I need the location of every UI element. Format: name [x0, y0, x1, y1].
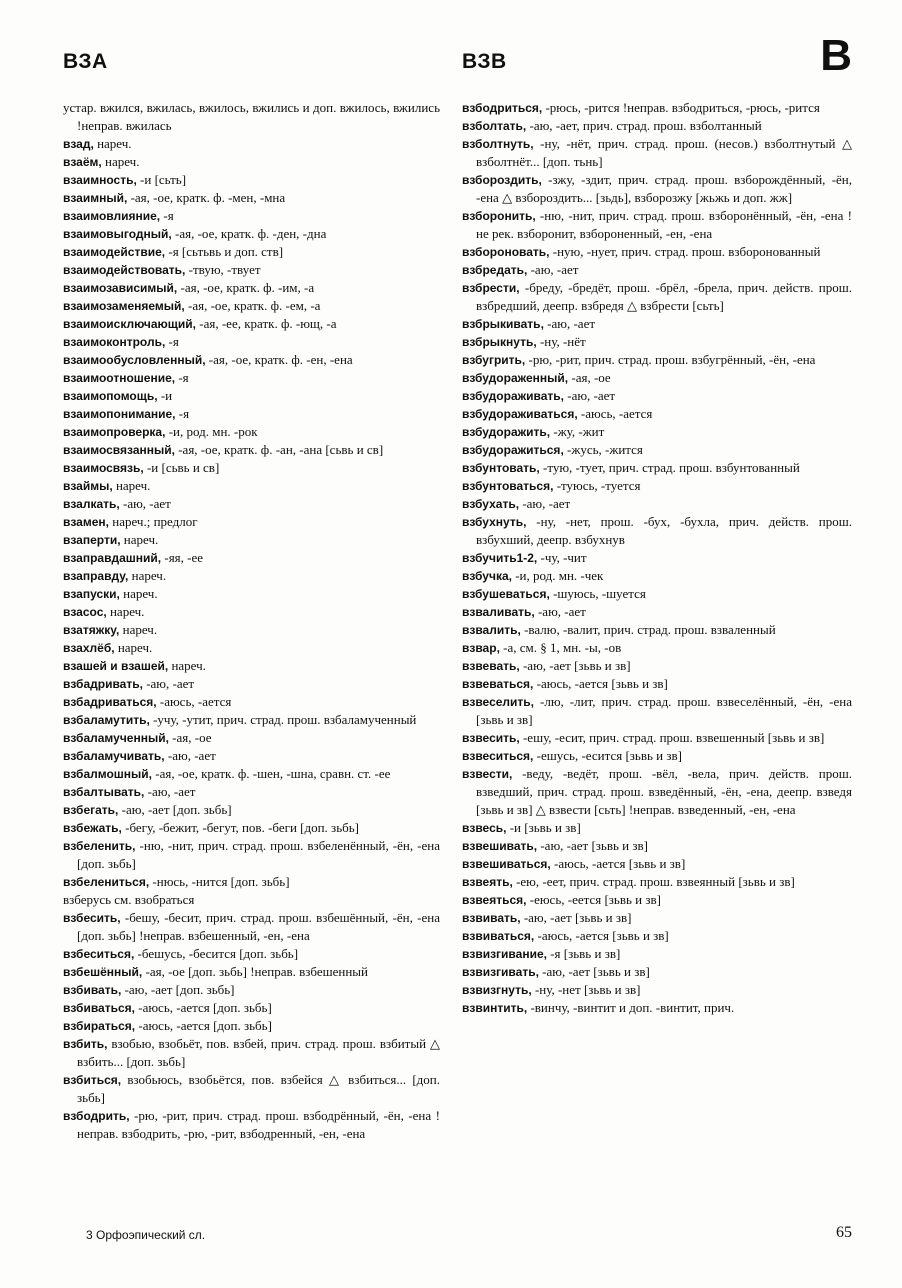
entry-body: -жу, -жит — [550, 424, 605, 439]
entry-body: -аю, -ает — [519, 496, 571, 511]
dictionary-entry — [462, 369, 852, 387]
entry-headword: взбодриться, — [462, 101, 543, 115]
running-head-left: ВЗА — [63, 50, 108, 73]
entry-body: -ню, -нит, прич. страд. прош. взбеленённый, -ён, -ена [доп. зьбь] — [77, 838, 444, 871]
entry-body: -шуюсь, -шуется — [549, 586, 646, 601]
dictionary-entry — [462, 945, 852, 963]
entry-headword: взахлёб, — [63, 641, 115, 655]
dictionary-entry — [462, 261, 852, 279]
dictionary-entry — [63, 549, 440, 567]
entry-body: -аю, -ает — [119, 496, 171, 511]
entry-body: -аю, -ает, прич. страд. прош. взболтанный — [526, 118, 762, 133]
dictionary-entry — [63, 747, 440, 765]
entry-headword: взбеситься, — [63, 947, 135, 961]
entry-body: взберусь см. взобраться — [63, 892, 195, 907]
entry-body: -аюсь, -ается — [156, 694, 232, 709]
entry-headword: взаимозависимый, — [63, 281, 178, 295]
dictionary-entry — [462, 495, 852, 513]
dictionary-entry — [63, 567, 440, 585]
entry-headword: взбить, — [63, 1037, 108, 1051]
entry-headword: взбаламученный, — [63, 731, 169, 745]
entry-body: -аюсь, -ается [зьвь и зв] — [550, 856, 686, 871]
entry-body: -и — [157, 388, 173, 403]
entry-body: -аю, -ает — [543, 316, 596, 331]
entry-body: нареч. — [101, 154, 140, 169]
entry-headword: взаперти, — [63, 533, 121, 547]
entry-headword: взвеселить, — [462, 695, 535, 709]
entry-body: -а, см. § 1, мн. -ы, -ов — [499, 640, 622, 655]
entry-headword: взаправдашний, — [63, 551, 162, 565]
dictionary-entry — [63, 981, 440, 999]
entry-body: -аю, -ает [зьвь и зв] — [520, 910, 632, 925]
dictionary-entry — [462, 279, 856, 315]
entry-body: нареч. — [112, 478, 151, 493]
entry-body: -ну, -нет, прош. -бух, -бухла, прич. действ. прош. взбухший, деепр. взбухнув — [476, 514, 856, 547]
entry-body: -ею, -еет, прич. страд. прош. взвеянный [зьвь и зв] — [512, 874, 795, 889]
entry-body: -ну, -нет [зьвь и зв] — [531, 982, 641, 997]
entry-body: -аю, -ает [доп. зьбь] — [121, 982, 235, 997]
entry-headword: взвеваться, — [462, 677, 534, 691]
entry-body: взобью, взобьёт, пов. взбей, прич. страд. прош. взбитый △ взбить... [доп. зьбь] — [77, 1036, 444, 1069]
dictionary-entry — [63, 963, 440, 981]
entry-body: -аюсь, -ается [доп. зьбь] — [135, 1018, 272, 1033]
entry-body: нареч. — [128, 568, 167, 583]
dictionary-entry — [63, 351, 440, 369]
entry-body: -веду, -ведёт, прош. -вёл, -вела, прич. действ. прош. взведший, прич. страд. прош. взведённый, -ён, -ена, деепр. взведя [зьвь и зв] △ взвести [сьть] !неправ. взведенный, -ен, -ена — [476, 766, 856, 817]
entry-headword: взаимодействовать, — [63, 263, 186, 277]
entry-headword: взбудоражить, — [462, 425, 551, 439]
dictionary-entry — [462, 207, 852, 243]
entry-headword: взбивать, — [63, 983, 122, 997]
dictionary-entry — [462, 171, 856, 207]
dictionary-entry — [63, 999, 440, 1017]
dictionary-entry — [462, 891, 852, 909]
entry-body: -зжу, -здит, прич. страд. прош. взборождённый, -ён, -ена △ взбороздить... [зьдь], взборозжу [жьжь и доп. жж] — [476, 172, 856, 205]
running-head-right: ВЗВ — [462, 50, 507, 73]
entry-headword: взбрыкивать, — [462, 317, 544, 331]
entry-body: -я [зьвь и зв] — [546, 946, 621, 961]
entry-headword: взбороздить, — [462, 173, 542, 187]
entry-body: -ну, -нёт, прич. страд. прош. (несов.) взболтнутый △ взболтнёт... [доп. тьнь] — [476, 136, 856, 169]
dictionary-entry — [63, 243, 440, 261]
entry-headword: взвизгивать, — [462, 965, 539, 979]
dictionary-entry — [462, 333, 852, 351]
entry-headword: взаимопонимание, — [63, 407, 176, 421]
entry-body: нареч. — [119, 622, 158, 637]
entry-headword: взвизгивание, — [462, 947, 547, 961]
entry-body: нареч. — [106, 604, 145, 619]
dictionary-entry — [63, 711, 440, 729]
dictionary-entry — [63, 873, 440, 891]
dictionary-entry — [462, 99, 852, 117]
entry-headword: взаимопроверка, — [63, 425, 166, 439]
entry-headword: взапуски, — [63, 587, 120, 601]
entry-headword: взбадривать, — [63, 677, 143, 691]
entry-headword: взбудоражиться, — [462, 443, 564, 457]
entry-body: -и, род. мн. -рок — [165, 424, 258, 439]
entry-headword: взбаламутить, — [63, 713, 150, 727]
entry-body: -бешусь, -бесится [доп. зьбь] — [134, 946, 299, 961]
dictionary-entry — [63, 1017, 440, 1035]
entry-body: -ну, -нёт — [536, 334, 586, 349]
entry-headword: взбешённый, — [63, 965, 143, 979]
entry-headword: взвевать, — [462, 659, 520, 673]
entry-body: -аю, -ает — [527, 262, 579, 277]
entry-headword: взасос, — [63, 605, 107, 619]
dictionary-entry — [63, 513, 440, 531]
entry-headword: взбудораженный, — [462, 371, 569, 385]
dictionary-entry — [462, 837, 852, 855]
dictionary-entry — [462, 963, 852, 981]
entry-body: -ая, -ое [доп. зьбь] !неправ. взбешенный — [142, 964, 368, 979]
dictionary-entry — [63, 693, 440, 711]
dictionary-entry — [63, 891, 440, 909]
entry-headword: взбунтовать, — [462, 461, 540, 475]
dictionary-entry — [63, 369, 440, 387]
entry-headword: взамен, — [63, 515, 109, 529]
dictionary-entry — [63, 99, 444, 135]
dictionary-entry — [462, 513, 856, 549]
entry-headword: взбухнуть, — [462, 515, 527, 529]
entry-body: -я — [160, 208, 174, 223]
dictionary-entry — [462, 585, 852, 603]
entry-headword: взбеленить, — [63, 839, 136, 853]
dictionary-entry — [462, 981, 852, 999]
dictionary-entry — [63, 909, 444, 945]
dictionary-entry — [63, 675, 440, 693]
entry-headword: взвешивать, — [462, 839, 538, 853]
dictionary-entry — [63, 441, 440, 459]
dictionary-entry — [63, 459, 440, 477]
entry-headword: взаём, — [63, 155, 102, 169]
dictionary-entry — [63, 531, 440, 549]
entry-body: -аю, -ает — [164, 748, 216, 763]
dictionary-entry — [63, 225, 440, 243]
dictionary-entry — [63, 783, 440, 801]
entry-headword: взбугрить, — [462, 353, 526, 367]
entry-body: -ая, -ое — [568, 370, 611, 385]
dictionary-entry — [462, 459, 852, 477]
dictionary-entry — [63, 405, 440, 423]
entry-body: -аю, -ает — [142, 676, 195, 691]
entry-body: -ая, -ое, кратк. ф. -мен, -мна — [127, 190, 286, 205]
entry-body: -ню, -нит, прич. страд. прош. взборонённый, -ён, -ена !не рек. взборонит, взбороненный, -ен, -ена — [476, 208, 852, 241]
entry-body: -бешу, -бесит, прич. страд. прош. взбешённый, -ён, -ена [доп. зьбь] !неправ. взбешенный, -ен, -ена — [77, 910, 444, 943]
dictionary-entry — [462, 855, 852, 873]
dictionary-entry — [63, 657, 440, 675]
entry-headword: взад, — [63, 137, 94, 151]
entry-body: -ную, -нует, прич. страд. прош. взборонованный — [549, 244, 821, 259]
entry-body: -ая, -ее, кратк. ф. -ющ, -а — [196, 316, 337, 331]
entry-headword: взаймы, — [63, 479, 113, 493]
dictionary-entry — [63, 1107, 440, 1143]
dictionary-entry — [462, 243, 852, 261]
entry-body: -аю, -ает [зьвь и зв] — [537, 838, 648, 853]
dictionary-entry — [462, 603, 852, 621]
entry-headword: взбираться, — [63, 1019, 136, 1033]
entry-headword: взалкать, — [63, 497, 120, 511]
entry-body: -ая, -ое, кратк. ф. -ден, -дна — [171, 226, 327, 241]
entry-body: -еюсь, -еется [зьвь и зв] — [526, 892, 661, 907]
entry-body: нареч. — [119, 586, 158, 601]
entry-headword: взбудораживаться, — [462, 407, 578, 421]
entry-body: -бегу, -бежит, -бегут, пов. -беги [доп. зьбь] — [121, 820, 359, 835]
entry-headword: взаправду, — [63, 569, 129, 583]
entry-body: -аю, -ает [зьвь и зв] — [538, 964, 650, 979]
entry-body: -аюсь, -ается — [577, 406, 653, 421]
dictionary-entry — [63, 945, 440, 963]
entry-body: -учу, -утит, прич. страд. прош. взбаламученный — [149, 712, 417, 727]
dictionary-entry — [63, 135, 440, 153]
dictionary-entry — [462, 477, 852, 495]
dictionary-entry — [63, 621, 440, 639]
entry-body: -ая, -ое, кратк. ф. -им, -а — [177, 280, 315, 295]
entry-headword: взбесить, — [63, 911, 121, 925]
entry-headword: взбадриваться, — [63, 695, 157, 709]
entry-headword: взаимовлияние, — [63, 209, 161, 223]
entry-headword: взбучить1-2, — [462, 551, 538, 565]
entry-headword: взболтнуть, — [462, 137, 534, 151]
entry-body: -и, род. мн. -чек — [511, 568, 604, 583]
entry-body: -ая, -ое, кратк. ф. -ен, -ена — [205, 352, 353, 367]
dictionary-entry — [462, 747, 852, 765]
entry-body: -аю, -ает — [534, 604, 586, 619]
dictionary-entry — [462, 927, 852, 945]
entry-headword: взвеяться, — [462, 893, 527, 907]
dictionary-entry — [462, 549, 852, 567]
entry-headword: взбороновать, — [462, 245, 550, 259]
dictionary-entry — [462, 405, 852, 423]
entry-headword: взбудораживать, — [462, 389, 564, 403]
entry-body: -и [сьвь и св] — [143, 460, 220, 475]
entry-headword: взаимоисключающий, — [63, 317, 197, 331]
page-number: 65 — [836, 1224, 852, 1241]
dictionary-entry — [462, 351, 852, 369]
dictionary-entry — [462, 675, 852, 693]
entry-headword: взвести, — [462, 767, 513, 781]
entry-headword: взбодрить, — [63, 1109, 130, 1123]
entry-headword: взбелениться, — [63, 875, 150, 889]
entry-body: устар. вжился, вжилась, вжилось, вжились и доп. вжилось, вжились !неправ. вжилась — [63, 100, 444, 133]
dictionary-entry — [63, 171, 440, 189]
entry-headword: взбухать, — [462, 497, 520, 511]
entry-body: -аюсь, -ается [зьвь и зв] — [534, 928, 669, 943]
dictionary-entry — [462, 135, 856, 171]
dictionary-entry — [462, 423, 852, 441]
dictionary-entry — [63, 495, 440, 513]
dictionary-entry — [462, 639, 852, 657]
dictionary-entry — [462, 441, 852, 459]
entry-headword: взаимозаменяемый, — [63, 299, 185, 313]
entry-headword: взвалить, — [462, 623, 521, 637]
dictionary-entry — [63, 837, 444, 873]
dictionary-entry — [63, 1035, 444, 1071]
entry-headword: взбегать, — [63, 803, 119, 817]
dictionary-entry — [462, 657, 852, 675]
entry-headword: взбрыкнуть, — [462, 335, 537, 349]
entry-headword: взбредать, — [462, 263, 528, 277]
entry-body: нареч.; предлог — [109, 514, 198, 529]
entry-body: -ая, -ое, кратк. ф. -шен, -шна, сравн. ст. -ее — [152, 766, 391, 781]
entry-headword: взбиваться, — [63, 1001, 135, 1015]
entry-body: -лю, -лит, прич. страд. прош. взвеселённый, -ён, -ена [зьвь и зв] — [476, 694, 856, 727]
dictionary-entry — [63, 585, 440, 603]
dictionary-entry — [462, 819, 852, 837]
entry-headword: взвеситься, — [462, 749, 534, 763]
entry-body: -ешусь, -есится [зьвь и зв] — [533, 748, 682, 763]
entry-body: -я — [165, 334, 179, 349]
entry-body: -валю, -валит, прич. страд. прош. взваленный — [520, 622, 776, 637]
entry-body: -ая, -ое, кратк. ф. -ем, -а — [184, 298, 321, 313]
dictionary-entry — [462, 693, 856, 729]
dictionary-entry — [462, 117, 852, 135]
entry-body: -я — [175, 406, 190, 421]
dictionary-entry — [63, 477, 440, 495]
dictionary-entry — [63, 423, 440, 441]
entry-body: -бреду, -бредёт, прош. -брёл, -брела, прич. действ. прош. взбредший, деепр. взбредя △ взбрести [сьть] — [476, 280, 856, 313]
entry-body: -и [зьвь и зв] — [506, 820, 581, 835]
dictionary-entry — [63, 261, 440, 279]
right-column — [462, 99, 856, 1017]
entry-headword: взаимоконтроль, — [63, 335, 166, 349]
entry-body: -аю, -ает [доп. зьбь] — [118, 802, 232, 817]
entry-body: -аюсь, -ается [зьвь и зв] — [533, 676, 668, 691]
entry-body: нареч. — [93, 136, 132, 151]
entry-headword: взаимосвязанный, — [63, 443, 175, 457]
dictionary-entry — [462, 999, 852, 1017]
entry-headword: взборонить, — [462, 209, 536, 223]
entry-headword: взвешиваться, — [462, 857, 551, 871]
entry-body: -твую, -твует — [185, 262, 261, 277]
entry-headword: взаимообусловленный, — [63, 353, 206, 367]
entry-body: -ая, -ое — [168, 730, 212, 745]
dictionary-entry — [462, 909, 852, 927]
dictionary-entry — [462, 387, 852, 405]
left-column — [63, 99, 444, 1143]
entry-headword: взвесить, — [462, 731, 520, 745]
entry-body: -чу, -чит — [537, 550, 587, 565]
entry-headword: взаимный, — [63, 191, 128, 205]
entry-body: -аюсь, -ается [доп. зьбь] — [135, 1000, 272, 1015]
dictionary-entry — [63, 765, 440, 783]
dictionary-entry — [63, 387, 440, 405]
entry-body: -яя, -ее — [161, 550, 204, 565]
entry-headword: взаимность, — [63, 173, 137, 187]
dictionary-entry — [63, 315, 440, 333]
entry-headword: взбиться, — [63, 1073, 122, 1087]
entry-body: -рю, -рит, прич. страд. прош. взбодрённый, -ён, -ена !неправ. взбодрить, -рю, -рит, взбодренный, -ен, -ена — [77, 1108, 440, 1141]
entry-headword: взвеять, — [462, 875, 513, 889]
entry-body: нареч. — [120, 532, 159, 547]
entry-body: -рю, -рит, прич. страд. прош. взбугрённый, -ён, -ена — [525, 352, 816, 367]
entry-body: -жусь, -жится — [563, 442, 643, 457]
entry-body: -аю, -ает — [144, 784, 196, 799]
entry-headword: взбушеваться, — [462, 587, 550, 601]
entry-body: -я [сьтьвь и доп. ств] — [165, 244, 284, 259]
section-letter: В — [820, 31, 852, 80]
entry-body: -нюсь, -нится [доп. зьбь] — [149, 874, 290, 889]
dictionary-entry — [63, 639, 440, 657]
entry-body: -аю, -ает [зьвь и зв] — [519, 658, 631, 673]
entry-headword: взваливать, — [462, 605, 535, 619]
dictionary-entry — [63, 279, 440, 297]
entry-headword: взвесь, — [462, 821, 507, 835]
entry-body: -винчу, -винтит и доп. -винтит, прич. — [527, 1000, 735, 1015]
entry-headword: взаимосвязь, — [63, 461, 144, 475]
entry-headword: взбрести, — [462, 281, 520, 295]
entry-headword: взатяжку, — [63, 623, 120, 637]
entry-headword: взвиваться, — [462, 929, 535, 943]
entry-body: -ешу, -есит, прич. страд. прош. взвешенный [зьвь и зв] — [519, 730, 825, 745]
dictionary-entry — [462, 765, 856, 819]
entry-body: -я — [175, 370, 189, 385]
entry-headword: взаимовыгодный, — [63, 227, 172, 241]
dictionary-entry — [63, 603, 440, 621]
entry-headword: взбунтоваться, — [462, 479, 554, 493]
footer-signature: 3 Орфоэпический сл. — [86, 1228, 206, 1242]
dictionary-entry — [63, 153, 440, 171]
entry-body: нареч. — [114, 640, 153, 655]
dictionary-entry — [63, 333, 440, 351]
entry-headword: взвивать, — [462, 911, 521, 925]
entry-body: -тую, -тует, прич. страд. прош. взбунтованный — [539, 460, 800, 475]
entry-headword: взвинтить, — [462, 1001, 528, 1015]
dictionary-entry — [63, 819, 440, 837]
dictionary-entry — [63, 1071, 444, 1107]
entry-headword: взвар, — [462, 641, 500, 655]
entry-body: взобьюсь, взобьётся, пов. взбейся △ взбиться... [доп. зьбь] — [77, 1072, 444, 1105]
entry-headword: взбаламучивать, — [63, 749, 165, 763]
dictionary-entry — [63, 729, 440, 747]
entry-headword: взашей и взашей, — [63, 659, 169, 673]
entry-headword: взболтать, — [462, 119, 527, 133]
dictionary-entry — [462, 873, 852, 891]
entry-body: -и [сьть] — [136, 172, 187, 187]
entry-headword: взбалтывать, — [63, 785, 145, 799]
entry-headword: взаимопомощь, — [63, 389, 158, 403]
entry-headword: взвизгнуть, — [462, 983, 532, 997]
entry-body: -аю, -ает — [564, 388, 616, 403]
dictionary-entry — [63, 207, 440, 225]
entry-headword: взбежать, — [63, 821, 122, 835]
entry-body: нареч. — [168, 658, 206, 673]
dictionary-entry — [63, 801, 440, 819]
entry-headword: взбучка, — [462, 569, 512, 583]
dictionary-entry — [462, 621, 852, 639]
entry-body: -туюсь, -туется — [553, 478, 641, 493]
entry-body: -рюсь, -рится !неправ. взбодриться, -рюсь, -рится — [542, 100, 820, 115]
dictionary-entry — [63, 297, 440, 315]
entry-headword: взаимодействие, — [63, 245, 166, 259]
dictionary-entry — [63, 189, 440, 207]
entry-headword: взбалмошный, — [63, 767, 153, 781]
dictionary-entry — [462, 729, 852, 747]
dictionary-entry — [462, 315, 852, 333]
entry-body: -ая, -ое, кратк. ф. -ан, -ана [сьвь и св] — [174, 442, 384, 457]
dictionary-entry — [462, 567, 852, 585]
entry-headword: взаимоотношение, — [63, 371, 176, 385]
